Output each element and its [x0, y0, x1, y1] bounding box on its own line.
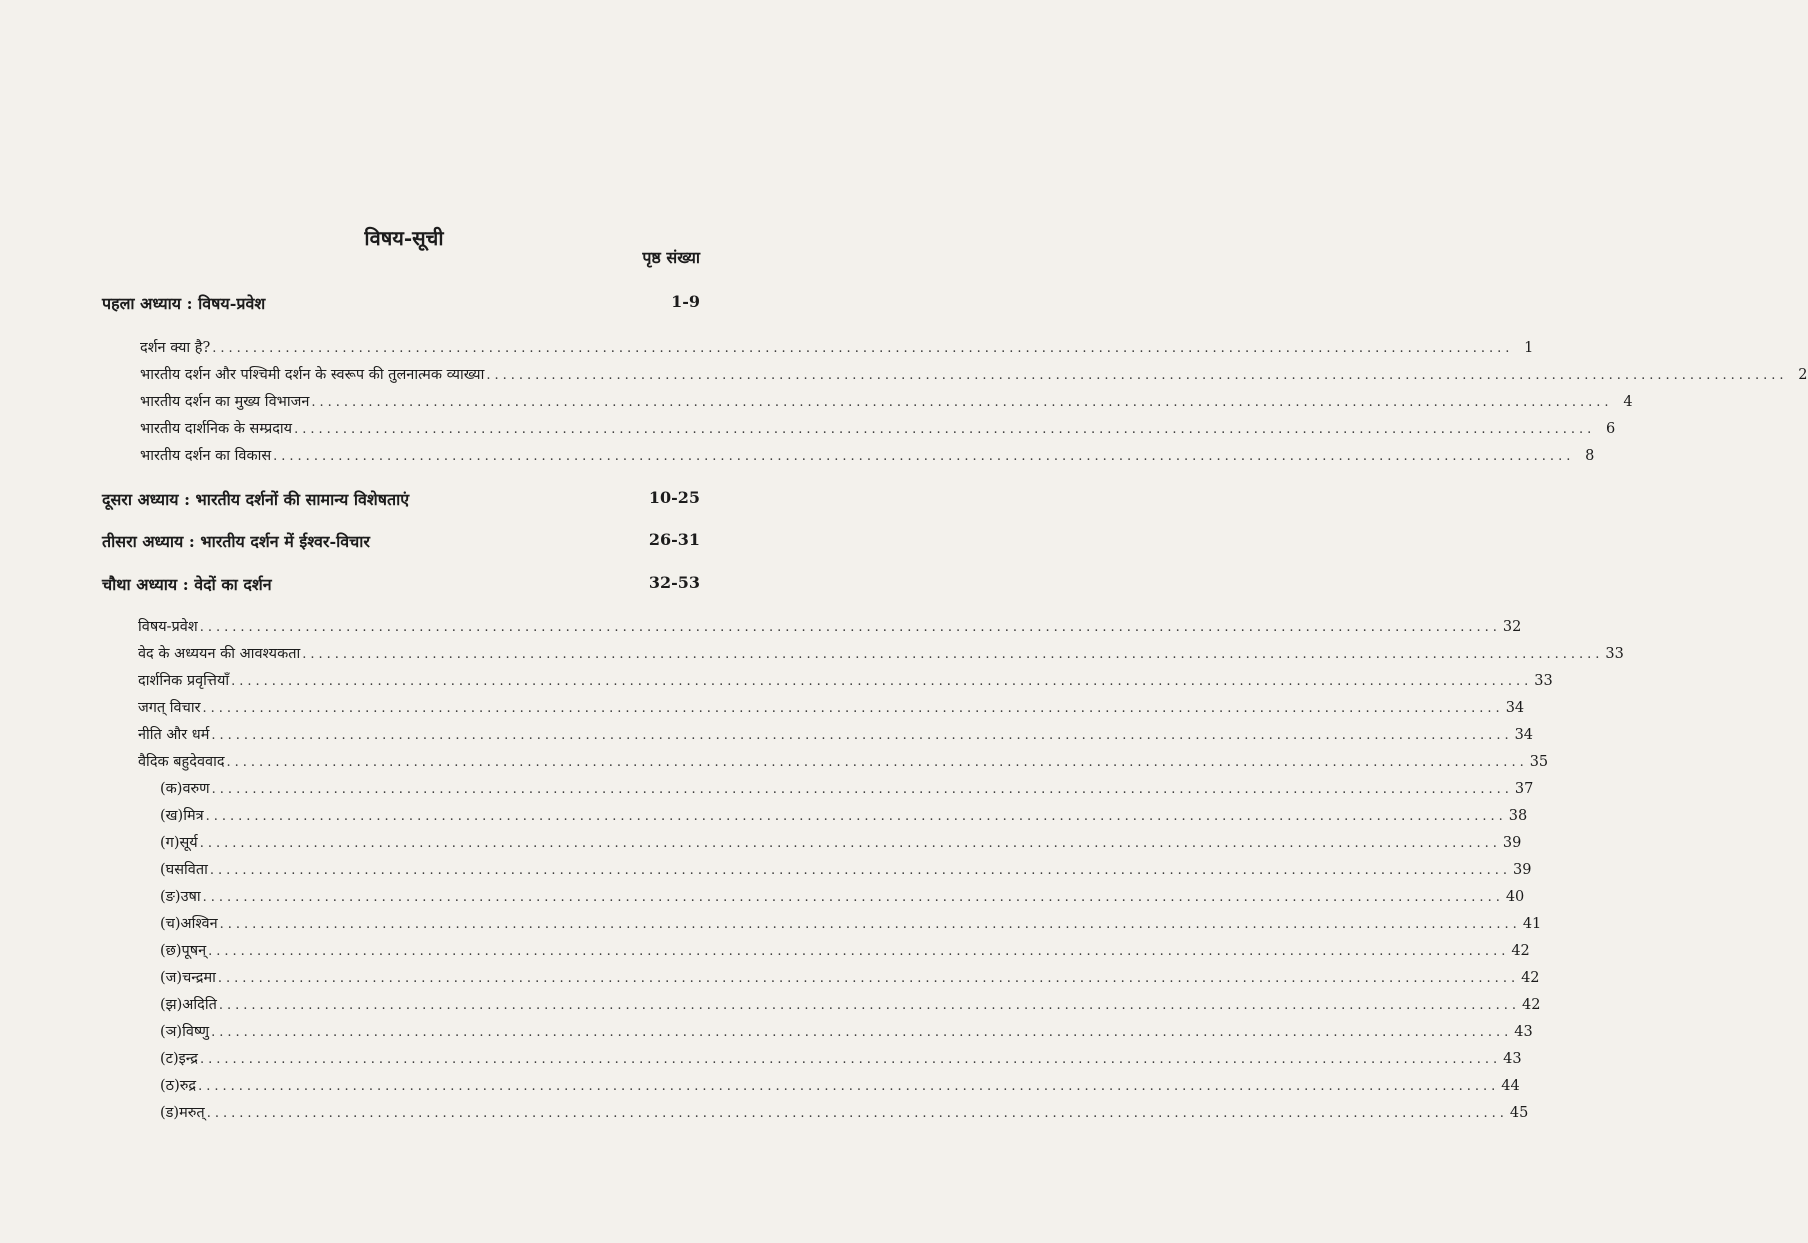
- dot-leader: ................................................................................................................................................................: [217, 971, 1520, 986]
- entry-label: मित्र: [183, 808, 204, 824]
- chapter-page-range: 32-53: [648, 573, 700, 592]
- toc-heading: विषय-सूची: [364, 226, 444, 250]
- entry-page: 4: [1623, 394, 1633, 410]
- subentry-marker: (ग): [160, 835, 180, 851]
- dot-leader: ................................................................................................................................................................: [198, 1079, 1500, 1094]
- subentry-marker: (ड): [160, 1105, 180, 1121]
- toc-subentry: [160, 1048, 1522, 1070]
- toc-entry: [138, 670, 1553, 692]
- entry-page: 42: [1522, 997, 1541, 1013]
- chapter-heading: [102, 292, 700, 316]
- chapter-page-range: 26-31: [648, 530, 700, 549]
- subentry-marker: (क): [160, 781, 183, 797]
- toc-subentry: [160, 886, 1525, 908]
- toc-subentry: [160, 1102, 1529, 1124]
- dot-leader: ................................................................................................................................................................: [205, 809, 1507, 824]
- entry-page: 34: [1505, 700, 1525, 716]
- chapter-page-range: 1-9: [671, 292, 700, 311]
- toc-entry: [140, 391, 1633, 413]
- entry-label: विष्णु: [182, 1024, 210, 1040]
- entry-label: वैदिक बहुदेववाद: [138, 754, 225, 770]
- dot-leader: ................................................................................................................................................................: [209, 863, 1512, 878]
- toc-subentry: [160, 913, 1542, 935]
- entry-page: 38: [1508, 808, 1528, 824]
- subentry-marker: (छ): [160, 943, 182, 959]
- entry-page: 37: [1514, 781, 1534, 797]
- toc-entry: [138, 751, 1549, 773]
- dot-leader: ................................................................................................................................................................: [273, 449, 1575, 464]
- subentry-marker: (झ): [160, 997, 183, 1013]
- toc-entry: [138, 643, 1624, 665]
- dot-leader: ................................................................................................................................................................: [311, 395, 1613, 410]
- toc-subentry: [160, 967, 1540, 989]
- toc-entry: [140, 445, 1595, 467]
- entry-label: भारतीय दर्शन और पश्चिमी दर्शन के स्वरूप की तुलनात्मक व्याख्या: [140, 367, 485, 383]
- subentry-marker: (ङ): [160, 889, 181, 905]
- subentry-marker: (ट): [160, 1051, 179, 1067]
- toc-entry: [138, 724, 1534, 746]
- dot-leader: ................................................................................................................................................................: [199, 836, 1501, 851]
- dot-leader: ................................................................................................................................................................: [302, 647, 1604, 662]
- dot-leader: ................................................................................................................................................................: [226, 755, 1528, 770]
- entry-label: उषा: [180, 889, 201, 905]
- toc-entry: [138, 616, 1522, 638]
- entry-label: रुद्र: [179, 1078, 197, 1094]
- chapter-heading: [102, 530, 700, 554]
- entry-page: 41: [1522, 916, 1542, 932]
- dot-leader: ................................................................................................................................................................: [206, 1106, 1508, 1121]
- entry-page: 33: [1534, 673, 1553, 689]
- dot-leader: ................................................................................................................................................................: [211, 728, 1513, 743]
- dot-leader: ................................................................................................................................................................: [486, 368, 1788, 383]
- toc-entry: [138, 697, 1525, 719]
- entry-label: पूषन्: [181, 943, 207, 959]
- entry-label: नीति और धर्म: [138, 727, 210, 743]
- entry-label: भारतीय दार्शनिक के सम्प्रदाय: [140, 421, 293, 437]
- page-number-column-header: पृष्ठ संख्या: [642, 248, 700, 267]
- toc-entry: [140, 337, 1534, 359]
- entry-page: 34: [1514, 727, 1534, 743]
- dot-leader: ................................................................................................................................................................: [202, 890, 1504, 905]
- subentry-marker: (च): [160, 916, 181, 932]
- chapter-title: तीसरा अध्याय : भारतीय दर्शन में ईश्वर-विचार: [102, 532, 370, 551]
- entry-page: 45: [1509, 1105, 1529, 1121]
- entry-page: 44: [1501, 1078, 1520, 1094]
- dot-leader: ................................................................................................................................................................: [199, 1052, 1502, 1067]
- subentry-marker: (ख): [160, 808, 184, 824]
- dot-leader: ................................................................................................................................................................: [211, 1025, 1513, 1040]
- dot-leader: ................................................................................................................................................................: [211, 782, 1513, 797]
- entry-page: 33: [1605, 646, 1624, 662]
- entry-page: 43: [1514, 1024, 1533, 1040]
- entry-label: दार्शनिक प्रवृत्तियाँ: [138, 673, 230, 689]
- subentry-marker: (ठ): [160, 1078, 180, 1094]
- entry-page: 8: [1585, 448, 1595, 464]
- entry-page: 42: [1521, 970, 1540, 986]
- dot-leader: ................................................................................................................................................................: [212, 341, 1514, 356]
- entry-page: 42: [1511, 943, 1530, 959]
- chapter-heading: [102, 573, 700, 597]
- chapter-title: चौथा अध्याय : वेदों का दर्शन: [102, 575, 272, 594]
- entry-page: 2: [1798, 367, 1808, 383]
- entry-page: 40: [1505, 889, 1525, 905]
- entry-label: भारतीय दर्शन का विकास: [140, 448, 272, 464]
- entry-label: दर्शन क्या है?: [140, 340, 211, 356]
- toc-subentry: [160, 1075, 1520, 1097]
- entry-page: 1: [1524, 340, 1534, 356]
- entry-label: अश्विन: [180, 916, 218, 932]
- entry-page: 32: [1502, 619, 1522, 635]
- dot-leader: ................................................................................................................................................................: [208, 944, 1510, 959]
- entry-label: भारतीय दर्शन का मुख्य विभाजन: [140, 394, 310, 410]
- entry-label: विषय-प्रवेश: [138, 619, 198, 635]
- entry-page: 43: [1503, 1051, 1522, 1067]
- entry-label: वेद के अध्ययन की आवश्यकता: [138, 646, 301, 662]
- chapter-title: दूसरा अध्याय : भारतीय दर्शनों की सामान्य विशेषताएं: [102, 490, 410, 509]
- entry-label: इन्द्र: [178, 1051, 198, 1067]
- dot-leader: ................................................................................................................................................................: [231, 674, 1533, 689]
- toc-subentry: [160, 778, 1534, 800]
- chapter-heading: [102, 488, 700, 512]
- toc-entry: [140, 364, 1808, 386]
- chapter-page-range: 10-25: [648, 488, 700, 507]
- toc-subentry: [160, 832, 1522, 854]
- entry-page: 39: [1502, 835, 1522, 851]
- entry-label: मरुत्: [179, 1105, 205, 1121]
- toc-subentry: [160, 994, 1541, 1016]
- toc-entry: [140, 418, 1616, 440]
- entry-page: 35: [1529, 754, 1549, 770]
- entry-label: जगत् विचार: [138, 700, 201, 716]
- chapter-title: पहला अध्याय : विषय-प्रवेश: [102, 294, 266, 313]
- toc-subentry: [160, 859, 1532, 881]
- dot-leader: ................................................................................................................................................................: [294, 422, 1596, 437]
- entry-page: 6: [1606, 421, 1616, 437]
- dot-leader: ................................................................................................................................................................: [218, 998, 1521, 1013]
- subentry-marker: (घ: [160, 862, 175, 878]
- subentry-marker: (ञ): [160, 1024, 183, 1040]
- entry-label: अदिति: [182, 997, 217, 1013]
- subentry-marker: (ज): [160, 970, 183, 986]
- dot-leader: ................................................................................................................................................................: [199, 620, 1501, 635]
- entry-label: चन्द्रमा: [182, 970, 216, 986]
- entry-label: वरुण: [182, 781, 210, 797]
- dot-leader: ................................................................................................................................................................: [202, 701, 1504, 716]
- toc-subentry: [160, 940, 1530, 962]
- entry-page: 39: [1513, 862, 1532, 878]
- entry-label: सूर्य: [179, 835, 198, 851]
- toc-subentry: [160, 1021, 1533, 1043]
- toc-subentry: [160, 805, 1528, 827]
- dot-leader: ................................................................................................................................................................: [219, 917, 1521, 932]
- entry-label: सविता: [174, 862, 208, 878]
